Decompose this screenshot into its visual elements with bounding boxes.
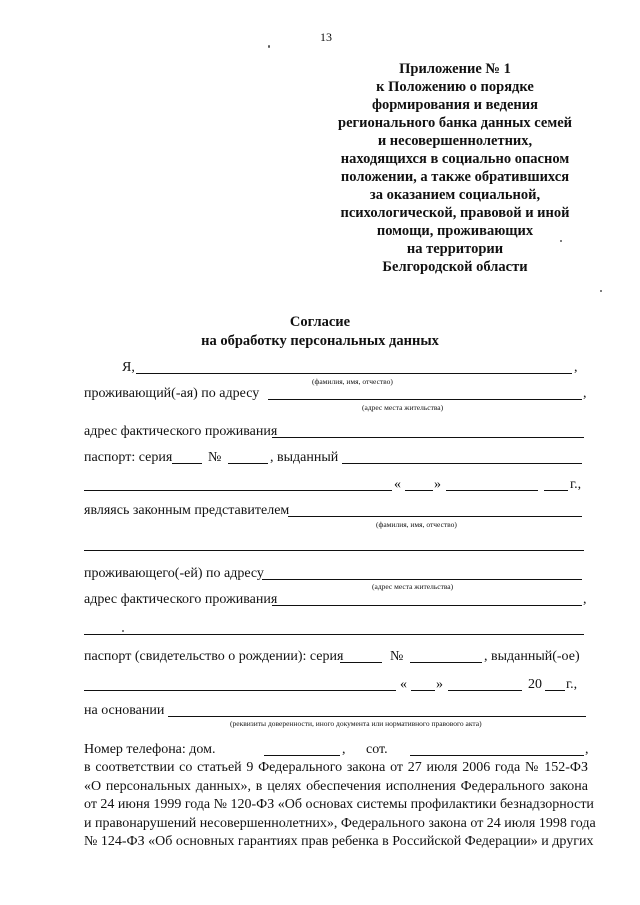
appendix-line: формирования и ведения bbox=[372, 97, 538, 113]
label-basis: на основании bbox=[84, 703, 165, 718]
residence-address-field[interactable] bbox=[268, 399, 582, 400]
appendix-line: за оказанием социальной, bbox=[369, 187, 541, 203]
appendix-line: помощи, проживающих bbox=[376, 223, 534, 239]
cert-day-field[interactable] bbox=[411, 690, 435, 691]
title-line-2: на обработку персональных данных bbox=[201, 333, 439, 349]
cert-month-field[interactable] bbox=[448, 690, 522, 691]
appendix-line: Белгородской области bbox=[382, 259, 528, 275]
passport-number-field[interactable] bbox=[228, 463, 268, 464]
legal-paragraph bbox=[84, 759, 596, 852]
year-suffix: г., bbox=[566, 677, 578, 692]
basis-caption: (реквизиты доверенности, иного документа или нормативного правового акта) bbox=[230, 719, 482, 728]
appendix-line: психологической, правовой и иной bbox=[340, 205, 570, 221]
label-actual-address-2: адрес фактического проживания bbox=[84, 592, 278, 607]
issue-year-field[interactable] bbox=[544, 490, 568, 491]
page-number: 13 bbox=[320, 30, 332, 44]
year-prefix: 20 bbox=[528, 677, 542, 692]
paragraph-line: № 124-ФЗ «Об основных гарантиях прав ребенка в Российской Федерации» и других bbox=[84, 834, 594, 849]
comma: , bbox=[583, 386, 587, 401]
scan-speck bbox=[122, 630, 124, 632]
cert-year-field[interactable] bbox=[545, 690, 565, 691]
appendix-line: регионального банка данных семей bbox=[338, 115, 572, 131]
paragraph-line: и правонарушений несовершеннолетних», Федерального закона от 24 июля 1998 года bbox=[84, 815, 596, 831]
appendix-line: и несовершеннолетних, bbox=[377, 133, 533, 149]
child-fio-field-2[interactable] bbox=[84, 550, 584, 551]
quote-close: » bbox=[436, 677, 443, 692]
label-mobile: сот. bbox=[366, 742, 388, 757]
quote-open: « bbox=[394, 477, 401, 492]
cert-issuer-field[interactable] bbox=[84, 690, 396, 691]
home-phone-field[interactable] bbox=[264, 755, 340, 756]
quote-close: » bbox=[434, 477, 441, 492]
child-fio-field[interactable] bbox=[288, 516, 582, 517]
quote-open: « bbox=[400, 677, 407, 692]
passport-issuer-field-2[interactable] bbox=[84, 490, 392, 491]
appendix-line: к Положению о порядке bbox=[376, 79, 534, 95]
paragraph-line: «О персональных данных», в целях обеспечения исполнения Федерального закона bbox=[84, 778, 588, 794]
label-passport-cert: паспорт (свидетельство о рождении): серия bbox=[84, 649, 344, 664]
cert-number-field[interactable] bbox=[410, 662, 482, 663]
fio-caption: (фамилия, имя, отчество) bbox=[312, 377, 393, 386]
comma: , bbox=[574, 360, 578, 375]
basis-field[interactable] bbox=[168, 716, 586, 717]
actual-address-field[interactable] bbox=[272, 437, 584, 438]
number-sign: № bbox=[208, 450, 222, 465]
label-ya: Я, bbox=[122, 360, 135, 375]
label-actual-address: адрес фактического проживания bbox=[84, 424, 278, 439]
issue-day-field[interactable] bbox=[405, 490, 433, 491]
appendix-line: положении, а также обратившихся bbox=[340, 169, 570, 185]
issue-month-field[interactable] bbox=[446, 490, 538, 491]
comma: , bbox=[585, 742, 589, 757]
appendix-line: Приложение № 1 bbox=[399, 61, 511, 77]
label-passport-series: паспорт: серия bbox=[84, 450, 173, 465]
fio-field[interactable] bbox=[136, 373, 572, 374]
document-title bbox=[0, 313, 640, 351]
passport-issuer-field[interactable] bbox=[342, 463, 582, 464]
appendix-header bbox=[300, 60, 610, 276]
mobile-phone-field[interactable] bbox=[410, 755, 584, 756]
passport-series-field[interactable] bbox=[172, 463, 202, 464]
scan-speck bbox=[560, 240, 562, 242]
label-phone: Номер телефона: дом. bbox=[84, 742, 216, 757]
paragraph-line: в соответствии со статьей 9 Федерального закона от 27 июля 2006 года № 152-ФЗ bbox=[84, 760, 588, 775]
comma: , bbox=[342, 742, 346, 757]
child-residence-caption: (адрес места жительства) bbox=[372, 582, 454, 591]
appendix-line: на территории bbox=[406, 241, 504, 257]
label-legal-rep: являясь законным представителем bbox=[84, 503, 290, 518]
comma: , bbox=[583, 592, 587, 607]
paragraph-line: от 24 июня 1999 года № 120-ФЗ «Об основах системы профилактики безнадзорности bbox=[84, 797, 594, 812]
child-residence-field[interactable] bbox=[262, 579, 582, 580]
child-actual-address-field-2[interactable] bbox=[84, 634, 584, 635]
label-issued: , выданный bbox=[270, 450, 339, 465]
scan-speck bbox=[268, 45, 270, 48]
number-sign: № bbox=[390, 649, 404, 664]
scan-speck bbox=[600, 290, 602, 292]
cert-series-field[interactable] bbox=[340, 662, 382, 663]
label-issued-child: , выданный(-ое) bbox=[484, 649, 580, 664]
label-residing: проживающий(-ая) по адресу bbox=[84, 386, 260, 401]
rep-fio-caption: (фамилия, имя, отчество) bbox=[376, 520, 457, 529]
title-line-1: Согласие bbox=[289, 314, 351, 330]
residence-caption: (адрес места жительства) bbox=[362, 403, 444, 412]
label-residing-child: проживающего(-ей) по адресу bbox=[84, 566, 264, 581]
appendix-line: находящихся в социально опасном bbox=[340, 151, 570, 167]
year-suffix: г., bbox=[570, 477, 582, 492]
child-actual-address-field[interactable] bbox=[272, 605, 582, 606]
